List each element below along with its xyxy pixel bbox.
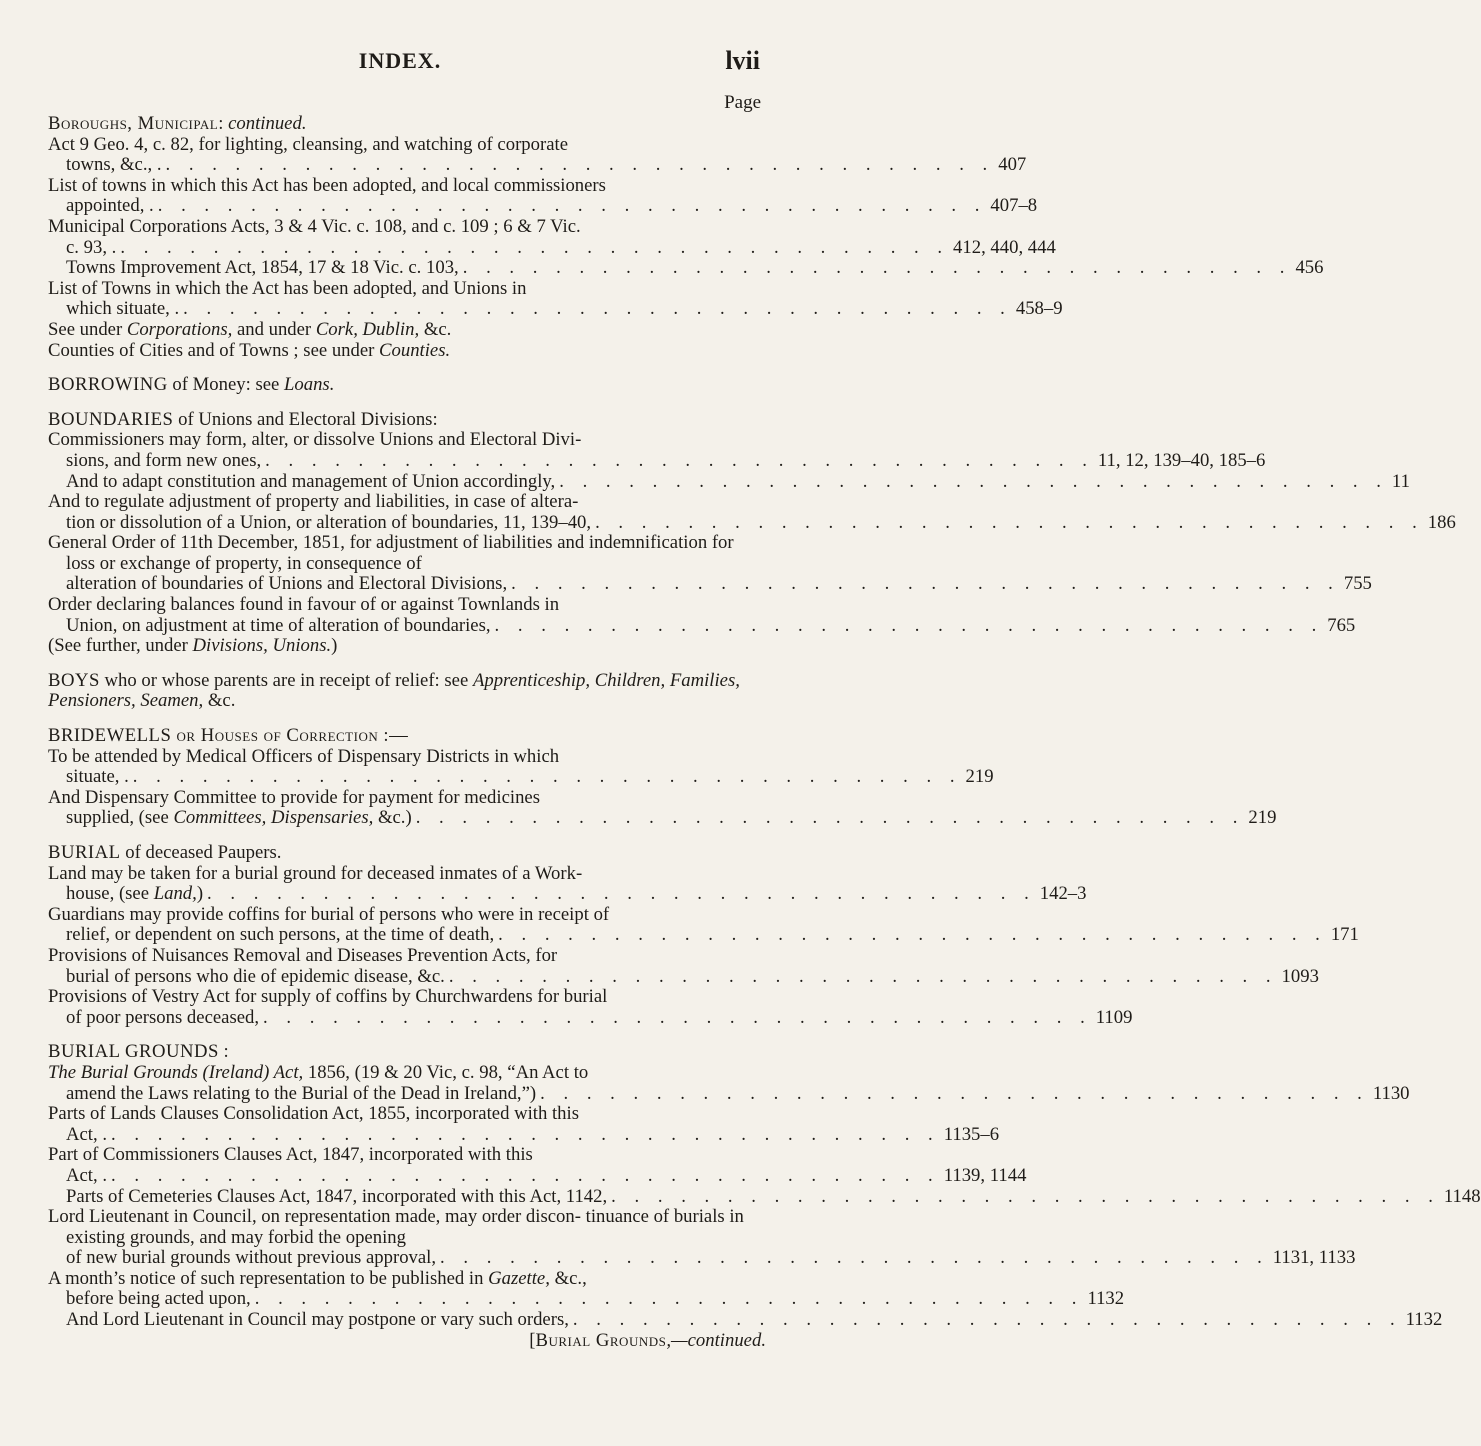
- italic-ref: Committees, Dispensaries,: [173, 807, 374, 829]
- index-entry: [48, 1267, 1125, 1310]
- entry-last-text: supplied, (see Committees, Dispensaries, &c.): [66, 807, 412, 829]
- entry-last-wrap: [66, 766, 994, 788]
- heading-see-ref: continued.: [228, 113, 307, 134]
- entry-last-text: And Lord Lieutenant in Council may postpone or vary such orders,: [66, 1309, 569, 1331]
- index-heading: BOYS who or whose parents are in receipt of relief: see Apprenticeship, Children, Families, Pensioners, Seamen, &c.: [48, 669, 740, 712]
- entry-text: And Dispensary Committee to provide for payment for medicines: [48, 786, 540, 808]
- dot-leader: . . . . . . . . . . . . . . . . . . . . . . . . . . . . . . . . . . . .: [572, 1309, 1402, 1331]
- entry-text: A month’s notice of such representation to be published in Gazette, &c.,: [48, 1267, 587, 1289]
- page-ref: 1132: [1405, 1309, 1443, 1331]
- entry-last-text: Act, .: [66, 1123, 107, 1145]
- entry-last-wrap: [66, 883, 1087, 905]
- entry-last-text: which situate, .: [66, 298, 180, 320]
- entry-last-wrap: [66, 1247, 1356, 1269]
- italic-ref: Land,: [153, 883, 197, 905]
- page-ref: 171: [1330, 924, 1359, 946]
- entry-last-line: [66, 236, 1056, 259]
- heading-tail: who or whose parents are in receipt of relief: see: [99, 669, 473, 691]
- index-entry: [48, 1061, 1410, 1104]
- index-entry: [48, 277, 1063, 320]
- index-entry: [48, 133, 1027, 176]
- italic-ref: Cork, Dublin,: [315, 318, 420, 340]
- index-heading: [48, 726, 766, 747]
- entry-last-text: Towns Improvement Act, 1854, 17 & 18 Vic. c. 103,: [66, 257, 459, 279]
- entry-text: Lord Lieutenant in Council, on representation made, may order discon- tinuance of burials in existing grounds, and may forbid the opening: [48, 1206, 744, 1248]
- index-entry: [48, 174, 1038, 217]
- entry-last-line: [66, 573, 1372, 595]
- index-heading: [48, 1042, 766, 1063]
- dot-leader: . . . . . . . . . . . . . . . . . . . . . . . . . . . . . . . . . . . .: [559, 470, 1388, 492]
- dot-leader: . . . . . . . . . . . . . . . . . . . . . . . . . . . . . . . . . . . .: [111, 1164, 940, 1186]
- dot-leader: . . . . . . . . . . . . . . . . . . . . . . . . . . . . . . . . . . . .: [440, 1247, 1269, 1269]
- page-ref: 219: [1248, 807, 1277, 829]
- entry-last-line: [66, 1247, 1356, 1269]
- page-ref: 407: [998, 154, 1027, 176]
- entry-last-line: [66, 1123, 1000, 1146]
- running-title: INDEX.: [358, 48, 442, 73]
- entry-last-wrap: [66, 298, 1063, 320]
- entry-last-wrap: [66, 1288, 1125, 1310]
- heading-tail: :: [218, 1041, 229, 1063]
- page-ref: 755: [1343, 573, 1372, 595]
- entry-text: List of towns in which this Act has been adopted, and local commissioners: [48, 174, 606, 196]
- entry-last-text: c. 93, .: [66, 236, 117, 258]
- heading-word: BOUNDARIES: [48, 408, 174, 430]
- entry-last-wrap: [66, 236, 1056, 259]
- entry-last-wrap: [66, 154, 1027, 176]
- entry-text: Parts of Lands Clauses Consolidation Act, 1855, incorporated with this: [48, 1103, 579, 1125]
- page-ref: 142–3: [1039, 883, 1087, 905]
- italic-ref: Corporations,: [126, 318, 233, 340]
- entry-text: Provisions of Nuisances Removal and Diseases Prevention Acts, for: [48, 944, 558, 966]
- dot-leader: . . . . . . . . . . . . . . . . . . . . . . . . . . . . . . . . . . . .: [157, 195, 987, 217]
- entry-last-line: [66, 807, 1277, 829]
- entry-last-line: [66, 1185, 1481, 1208]
- dot-leader: . . . . . . . . . . . . . . . . . . . . . . . . . . . . . . . . . . . .: [511, 573, 1340, 595]
- index-content: [48, 113, 1481, 1370]
- entry-last-line: [66, 449, 1266, 472]
- dot-leader: . . . . . . . . . . . . . . . . . . . . . . . . . . . . . . . . . . . .: [595, 511, 1424, 533]
- heading-tail: :: [218, 113, 229, 134]
- page-ref: 1139, 1144: [943, 1164, 1027, 1186]
- entry-text: Commissioners may form, alter, or dissolve Unions and Electoral Divi-: [48, 429, 582, 451]
- entry-last-text: amend the Laws relating to the Burial of the Dead in Ireland,”): [66, 1082, 537, 1104]
- entry-last-text: Act, .: [66, 1164, 107, 1186]
- entry-text: The Burial Grounds (Ireland) Act, 1856, (19 & 20 Vic, c. 98, “An Act to: [48, 1061, 589, 1083]
- index-entry: [48, 1103, 1000, 1145]
- dot-leader: . . . . . . . . . . . . . . . . . . . . . . . . . . . . . . . . . . . .: [165, 154, 995, 176]
- page-ref: 456: [1295, 257, 1324, 279]
- index-entry: [48, 429, 1266, 471]
- entry-text: Guardians may provide coffins for burial of persons who were in receipt of: [48, 903, 610, 925]
- index-entry: [48, 745, 994, 788]
- entry-last-text: before being acted upon,: [66, 1288, 251, 1310]
- heading-word: BORROWING: [48, 374, 168, 396]
- index-entry: [48, 1144, 1027, 1186]
- running-head: [0, 48, 800, 78]
- index-heading: [48, 375, 766, 396]
- italic-ref: The Burial Grounds (Ireland) Act,: [48, 1061, 304, 1083]
- italic-ref: Counties.: [379, 339, 451, 361]
- index-entry: [48, 986, 1133, 1028]
- dot-leader: . . . . . . . . . . . . . . . . . . . . . . . . . . . . . . . . . . . .: [540, 1082, 1369, 1104]
- dot-leader: . . . . . . . . . . . . . . . . . . . . . . . . . . . . . . . . . . . .: [254, 1288, 1084, 1310]
- page-ref: 1131, 1133: [1272, 1247, 1356, 1269]
- entry-last-wrap: [66, 1082, 1410, 1105]
- italic-ref: Gazette,: [488, 1267, 550, 1289]
- index-heading: [48, 410, 766, 431]
- entry-last-text: towns, &c., .: [66, 154, 162, 176]
- page-ref: 1130: [1372, 1082, 1410, 1104]
- entry-text: Act 9 Geo. 4, c. 82, for lighting, cleansing, and watching of corporate: [48, 133, 568, 155]
- entry-last-wrap: [66, 1164, 1027, 1187]
- entry-last-wrap: [66, 614, 1356, 637]
- entry-last-line: [66, 1309, 1443, 1331]
- page-number: lvii: [725, 46, 760, 75]
- index-entry: [48, 1309, 1443, 1331]
- dot-leader: . . . . . . . . . . . . . . . . . . . . . . . . . . . . . . . . . . . .: [415, 807, 1245, 829]
- italic-ref: Divisions, Unions.: [192, 635, 332, 657]
- entry-text: To be attended by Medical Officers of Dispensary Districts in which: [48, 745, 560, 767]
- entry-last-wrap: [66, 965, 1319, 988]
- entry-last-text: alteration of boundaries of Unions and Electoral Divisions,: [66, 573, 508, 595]
- index-entry: [48, 470, 1410, 493]
- index-entry: [48, 532, 1372, 595]
- heading-tail: of Money: see: [167, 374, 284, 396]
- page-ref: 186: [1427, 511, 1456, 533]
- entry-last-text: burial of persons who die of epidemic disease, &c.: [66, 965, 445, 987]
- entry-last-wrap: [66, 449, 1266, 472]
- entry-last-line: [66, 1006, 1133, 1029]
- dot-leader: . . . . . . . . . . . . . . . . . . . . . . . . . . . . . . . . . . . .: [263, 1006, 1092, 1028]
- index-heading: [48, 843, 766, 864]
- index-entry: [48, 594, 1356, 636]
- continued-tail: ,—continued.: [666, 1329, 766, 1351]
- entry-last-text: relief, or dependent on such persons, at the time of death,: [66, 924, 495, 946]
- heading-word: BOYS: [48, 669, 100, 691]
- dot-leader: . . . . . . . . . . . . . . . . . . . . . . . . . . . . . . . . . . . .: [498, 924, 1327, 946]
- page-ref: 1093: [1281, 965, 1319, 987]
- index-entry: [48, 491, 1456, 533]
- heading-see-ref: Apprenticeship, Children, Families, Pensioners, Seamen,: [48, 669, 740, 712]
- dot-leader: . . . . . . . . . . . . . . . . . . . . . . . . . . . . . . . . . . . .: [462, 257, 1292, 279]
- page-ref: 11, 12, 139–40, 185–6: [1097, 449, 1266, 471]
- index-entry: See under Corporations, and under Cork, Dublin, &c.: [48, 318, 452, 340]
- entry-last-line: [66, 511, 1456, 534]
- entry-text: Municipal Corporations Acts, 3 & 4 Vic. c. 108, and c. 109 ; 6 & 7 Vic.: [48, 215, 581, 237]
- page-ref: 1109: [1095, 1006, 1133, 1028]
- index-entry: [48, 1185, 1481, 1208]
- index-heading: [48, 114, 766, 135]
- dot-leader: . . . . . . . . . . . . . . . . . . . . . . . . . . . . . . . . . . . .: [448, 965, 1278, 987]
- entry-last-line: [66, 965, 1319, 988]
- heading-tail: or Houses of Correction :—: [171, 725, 409, 747]
- entry-last-wrap: [66, 573, 1372, 595]
- entry-last-line: [66, 470, 1410, 493]
- dot-leader: . . . . . . . . . . . . . . . . . . . . . . . . . . . . . . . . . . . .: [494, 614, 1324, 636]
- page-ref: 1132: [1087, 1288, 1125, 1310]
- index-entry: [48, 257, 1324, 279]
- page-column-label: Page: [724, 92, 761, 113]
- page-ref: 407–8: [990, 195, 1038, 217]
- dot-leader: . . . . . . . . . . . . . . . . . . . . . . . . . . . . . . . . . . . .: [120, 236, 950, 258]
- index-entry: [48, 215, 1056, 258]
- entry-last-wrap: [66, 195, 1038, 217]
- continued-head: Burial Grounds: [535, 1329, 667, 1351]
- index-entry: [48, 862, 1087, 905]
- dot-leader: . . . . . . . . . . . . . . . . . . . . . . . . . . . . . . . . . . . .: [183, 298, 1012, 320]
- heading-tail: of deceased Paupers.: [120, 842, 282, 863]
- continued-catchword: [Burial Grounds,—continued.: [529, 1329, 766, 1351]
- heading-tail: of Unions and Electoral Divisions:: [173, 408, 438, 430]
- page-ref: 458–9: [1015, 298, 1063, 320]
- heading-word: BRIDEWELLS: [48, 725, 172, 747]
- dot-leader: . . . . . . . . . . . . . . . . . . . . . . . . . . . . . . . . . . . .: [207, 883, 1036, 905]
- entry-text: General Order of 11th December, 1851, for adjustment of liabilities and indemnification for loss or exchange of property, in consequence of: [48, 532, 734, 574]
- index-entry: [48, 786, 1277, 829]
- index-entry: [48, 1206, 1356, 1269]
- page-ref: 412, 440, 444: [953, 236, 1056, 258]
- entry-last-line: [66, 298, 1063, 320]
- index-entry: Counties of Cities and of Towns ; see under Counties.: [48, 339, 451, 361]
- dot-leader: . . . . . . . . . . . . . . . . . . . . . . . . . . . . . . . . . . . .: [132, 766, 962, 788]
- entry-last-text: Union, on adjustment at time of alteration of boundaries,: [66, 614, 491, 636]
- entry-last-text: tion or dissolution of a Union, or alteration of boundaries, 11, 139–40,: [66, 511, 592, 533]
- heading-see-ref: Loans.: [284, 374, 335, 396]
- entry-last-text: situate, .: [66, 766, 129, 788]
- page-ref: 11: [1391, 470, 1410, 492]
- entry-last-line: [66, 766, 994, 788]
- dot-leader: . . . . . . . . . . . . . . . . . . . . . . . . . . . . . . . . . . . .: [111, 1123, 940, 1145]
- entry-last-wrap: [66, 807, 1277, 829]
- entry-text: Land may be taken for a burial ground for deceased inmates of a Work-: [48, 862, 583, 884]
- entry-last-line: [66, 614, 1356, 637]
- index-entry: [48, 944, 1319, 987]
- index-entry: (See further, under Divisions, Unions.): [48, 635, 338, 657]
- entry-text: List of Towns in which the Act has been adopted, and Unions in: [48, 277, 527, 299]
- page-ref: 1135–6: [943, 1123, 1000, 1145]
- entry-last-line: [66, 924, 1359, 946]
- heading-word: BURIAL GROUNDS: [48, 1041, 219, 1063]
- entry-last-line: [66, 883, 1087, 905]
- dot-leader: . . . . . . . . . . . . . . . . . . . . . . . . . . . . . . . . . . . .: [265, 449, 1094, 471]
- entry-last-text: of poor persons deceased,: [66, 1006, 260, 1028]
- entry-last-text: And to adapt constitution and management of Union accordingly,: [66, 470, 556, 492]
- page-ref: 219: [965, 766, 994, 788]
- entry-last-line: [66, 1082, 1410, 1105]
- entry-text: Order declaring balances found in favour of or against Townlands in: [48, 594, 560, 616]
- entry-last-line: [66, 1288, 1125, 1310]
- entry-last-line: [66, 1164, 1027, 1187]
- entry-last-wrap: [66, 511, 1456, 534]
- entry-last-line: [66, 195, 1038, 217]
- entry-text: Provisions of Vestry Act for supply of coffins by Churchwardens for burial: [48, 986, 608, 1008]
- entry-last-wrap: [66, 924, 1359, 946]
- entry-last-text: appointed, .: [66, 195, 154, 217]
- entry-last-line: [66, 154, 1027, 176]
- entry-last-wrap: [66, 1123, 1000, 1146]
- entry-last-wrap: [66, 1006, 1133, 1029]
- page-ref: 1148: [1443, 1185, 1481, 1207]
- heading-word: BURIAL: [48, 842, 121, 863]
- entry-last-text: of new burial grounds without previous approval,: [66, 1247, 437, 1269]
- entry-last-text: house, (see Land,): [66, 883, 204, 905]
- page-ref: 765: [1327, 614, 1356, 636]
- index-entry: [48, 903, 1359, 946]
- entry-last-line: [66, 257, 1324, 279]
- entry-text: Part of Commissioners Clauses Act, 1847, incorporated with this: [48, 1144, 533, 1166]
- entry-last-text: Parts of Cemeteries Clauses Act, 1847, incorporated with this Act, 1142,: [66, 1185, 608, 1207]
- dot-leader: . . . . . . . . . . . . . . . . . . . . . . . . . . . . . . . . . . . .: [611, 1185, 1440, 1207]
- heading-word: Boroughs, Municipal: [48, 113, 219, 134]
- entry-last-text: sions, and form new ones,: [66, 449, 262, 471]
- entry-text: And to regulate adjustment of property and liabilities, in case of altera-: [48, 491, 579, 513]
